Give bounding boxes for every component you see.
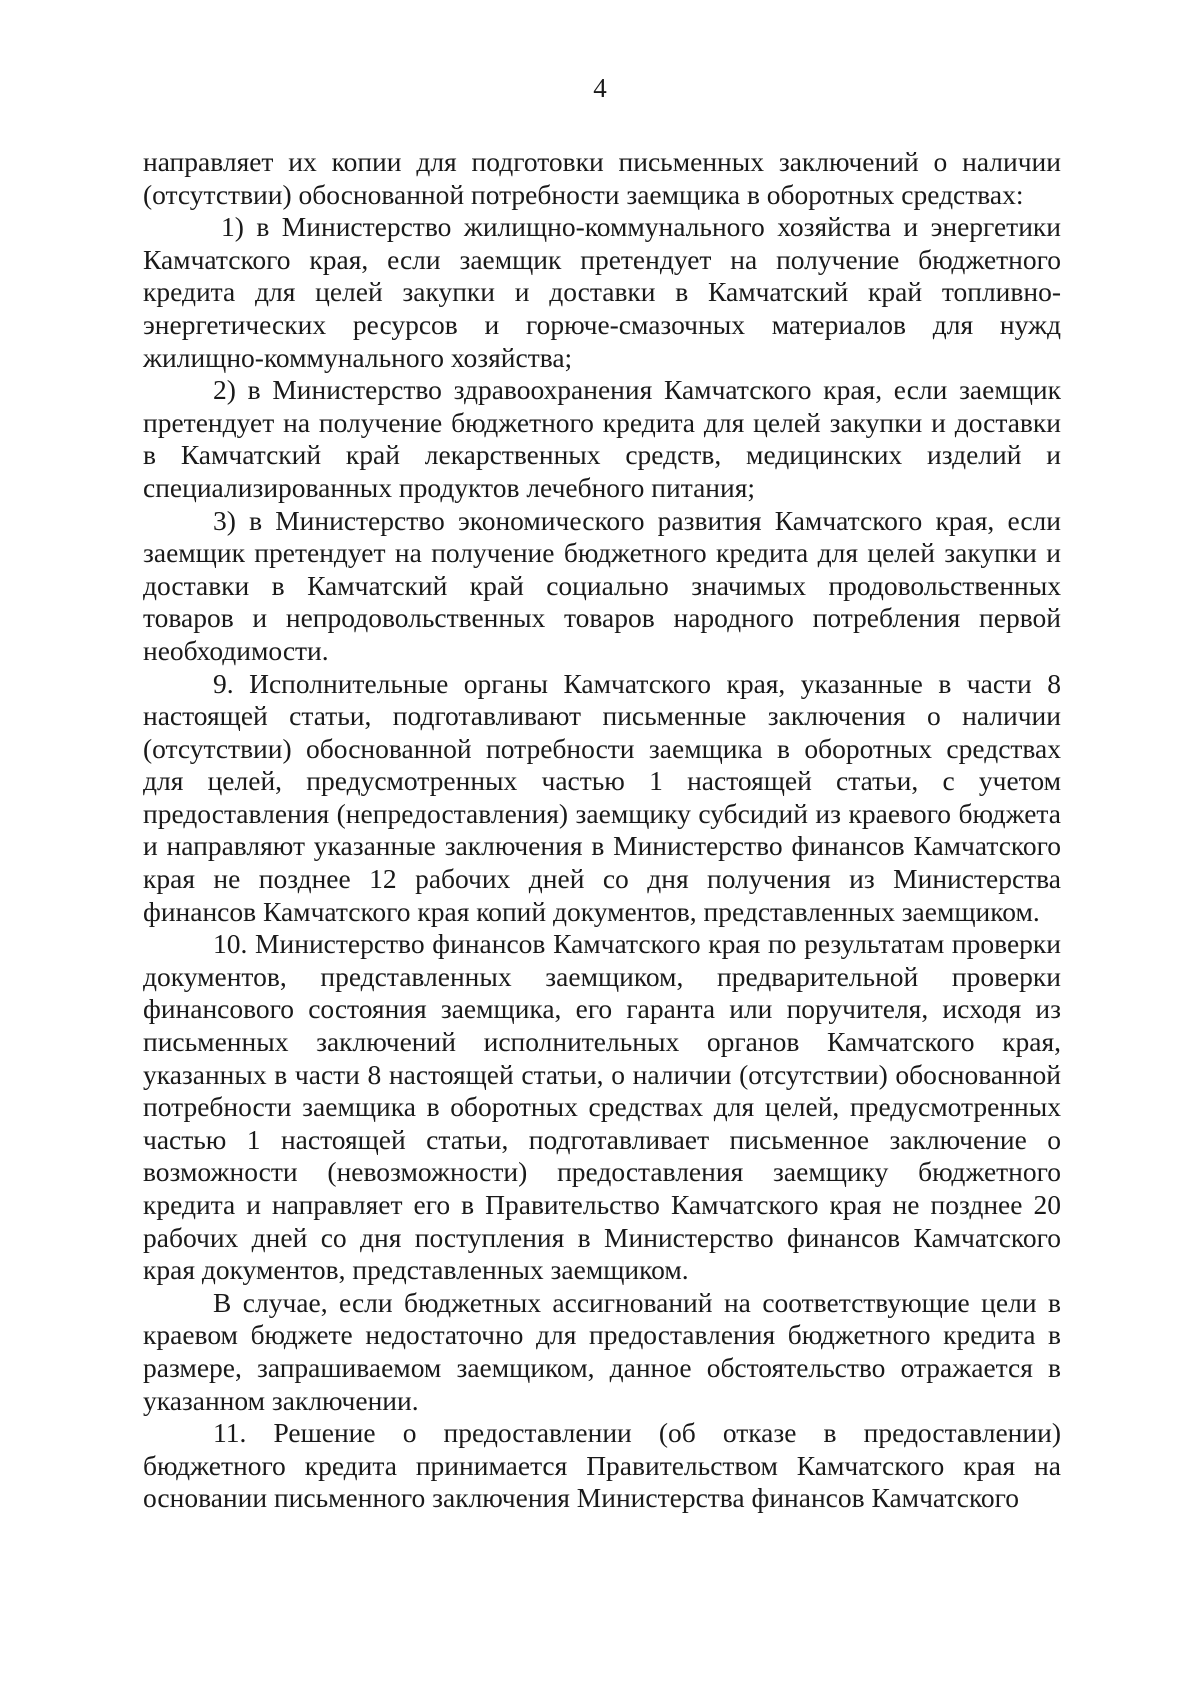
paragraph-clause-10-note: В случае, если бюджетных ассигнований на соответствующие цели в краевом бюджете недостаточно для предоставления бюджетного кредита в размере, запрашиваемом заемщиком, данное обстоятельство отражается в указанном заключении.	[143, 1286, 1061, 1416]
document-body	[143, 146, 1061, 1515]
paragraph-clause-10: 10. Министерство финансов Камчатского края по результатам проверки документов, представленных заемщиком, предварительной проверки финансового состояния заемщика, его гаранта или поручителя, исходя из письменных заключений исполнительных органов Камчатского края, указанных в части 8 настоящей статьи, о наличии (отсутствии) обоснованной потребности заемщика в оборотных средствах для целей, предусмотренных частью 1 настоящей статьи, подготавливает письменное заключение о возможности (невозможности) предоставления заемщику бюджетного кредита и направляет его в Правительство Камчатского края не позднее 20 рабочих дней со дня поступления в Министерство финансов Камчатского края документов, представленных заемщиком.	[143, 928, 1061, 1286]
paragraph-continuation: направляет их копии для подготовки письменных заключений о наличии (отсутствии) обоснованной потребности заемщика в оборотных средствах:	[143, 146, 1061, 210]
page-number: 4	[593, 73, 607, 103]
paragraph-item-1: 1) в Министерство жилищно-коммунального хозяйства и энергетики Камчатского края, если заемщик претендует на получение бюджетного кредита для целей закупки и доставки в Камчатский край топливно-энергетических ресурсов и горюче-смазочных материалов для нужд жилищно-коммунального хозяйства;	[143, 211, 1061, 373]
paragraph-item-3: 3) в Министерство экономического развития Камчатского края, если заемщик претендует на получение бюджетного кредита для целей закупки и доставки в Камчатский край социально значимых продовольственных товаров и непродовольственных товаров народного потребления первой необходимости.	[143, 504, 1061, 666]
paragraph-clause-9: 9. Исполнительные органы Камчатского края, указанные в части 8 настоящей статьи, подготавливают письменные заключения о наличии (отсутствии) обоснованной потребности заемщика в оборотных средствах для целей, предусмотренных частью 1 настоящей статьи, с учетом предоставления (непредоставления) заемщику субсидий из краевого бюджета и направляют указанные заключения в Министерство финансов Камчатского края не позднее 12 рабочих дней со дня получения из Министерства финансов Камчатского края копий документов, представленных заемщиком.	[143, 667, 1061, 927]
paragraph-item-2: 2) в Министерство здравоохранения Камчатского края, если заемщик претендует на получение бюджетного кредита для целей закупки и доставки в Камчатский край лекарственных средств, медицинских изделий и специализированных продуктов лечебного питания;	[143, 374, 1061, 503]
paragraph-clause-11: 11. Решение о предоставлении (об отказе в предоставлении) бюджетного кредита принимается Правительством Камчатского края на основании письменного заключения Министерства финансов Камчатского	[143, 1417, 1061, 1514]
